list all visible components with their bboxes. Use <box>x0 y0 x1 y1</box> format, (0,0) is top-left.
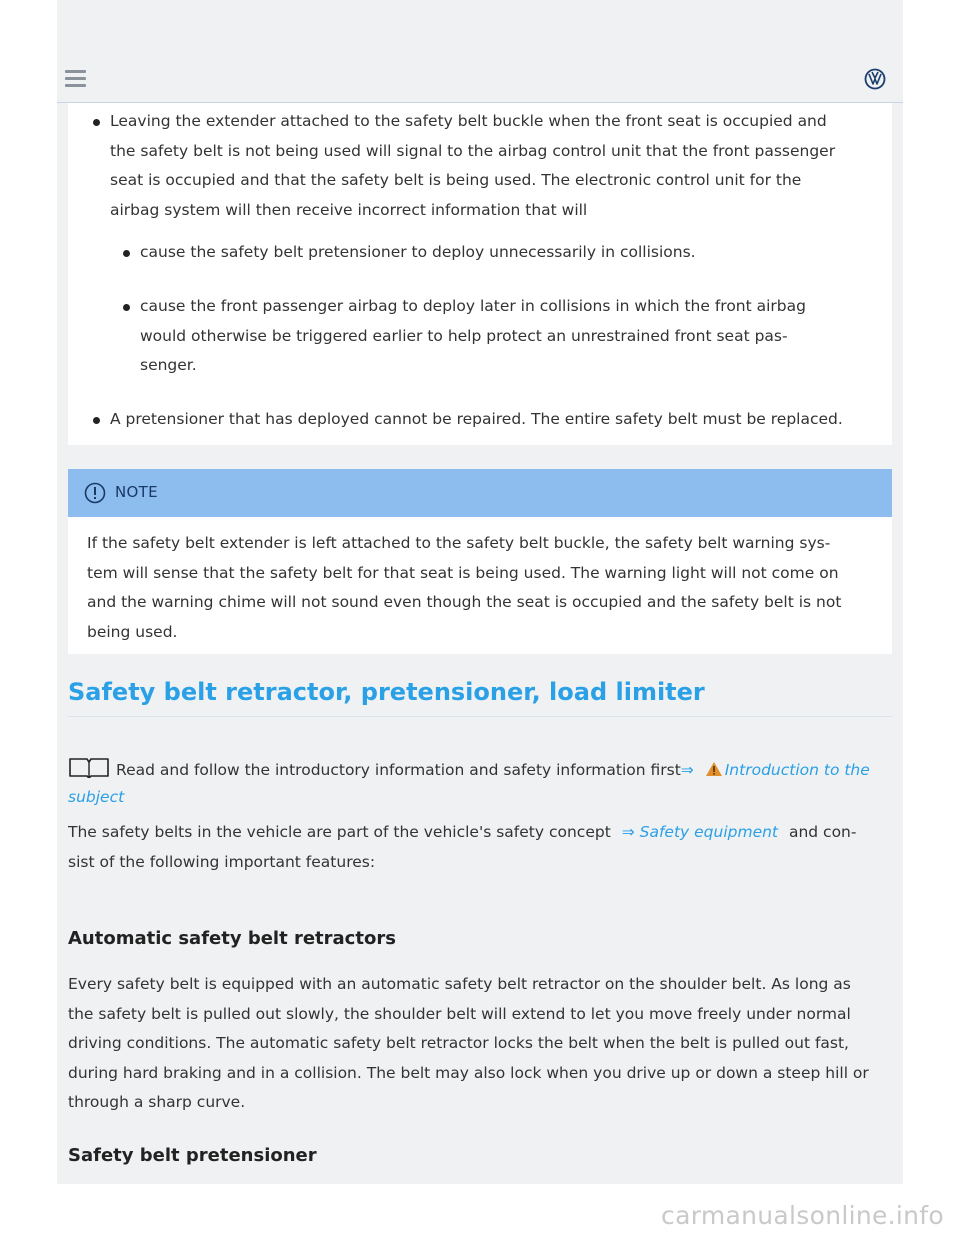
safety-concept-paragraph <box>68 818 898 877</box>
book-icon <box>68 756 110 778</box>
note-line: being used. <box>87 622 178 641</box>
para-text: The safety belts in the vehicle are part of the vehicle's safety concept <box>68 823 611 841</box>
note-body <box>68 517 892 654</box>
section-title: Safety belt retractor, pretensioner, load limiter <box>68 678 892 717</box>
subheading-retractors: Automatic safety belt retractors <box>68 928 396 949</box>
bullet-line: cause the safety belt pretensioner to deploy unnecessarily in collisions. <box>140 243 696 261</box>
note-line: If the safety belt extender is left attached to the safety belt buckle, the safety belt warning sys- <box>87 534 831 552</box>
para-line: Every safety belt is equipped with an automatic safety belt retractor on the shoulder belt. As long as <box>68 975 851 993</box>
intro-paragraph <box>68 756 892 811</box>
hamburger-menu-icon[interactable] <box>65 70 86 88</box>
para-line: driving conditions. The automatic safety belt retractor locks the belt when the belt is pulled out fast, <box>68 1034 849 1052</box>
note-label: NOTE <box>115 483 158 501</box>
bullet-dot <box>123 250 130 257</box>
para-text: sist of the following important features: <box>68 852 376 871</box>
retractor-paragraph <box>68 970 898 1118</box>
safety-equipment-link[interactable]: ⇒ Safety equipment <box>621 823 779 841</box>
warning-triangle-icon <box>705 761 723 777</box>
bullet-line: A pretensioner that has deployed cannot be repaired. The entire safety belt must be replaced. <box>110 410 843 428</box>
bullet-line: cause the front passenger airbag to deploy later in collisions in which the front airbag <box>140 297 806 315</box>
note-line: tem will sense that the safety belt for that seat is being used. The warning light will not come on <box>87 563 839 582</box>
note-text <box>87 529 877 647</box>
para-text: and con- <box>788 823 857 841</box>
intro-text: Read and follow the introductory information and safety information first <box>116 761 681 779</box>
warning-sub-bullet <box>123 238 696 268</box>
intro-link[interactable]: Introduction to the subject <box>68 761 870 806</box>
warning-bullet <box>93 107 835 225</box>
para-line: during hard braking and in a collision. The belt may also lock when you drive up or down a steep hill or <box>68 1063 869 1082</box>
subheading-pretensioner: Safety belt pretensioner <box>68 1145 317 1166</box>
bullet-line: the safety belt is not being used will signal to the airbag control unit that the front passenger <box>110 141 836 160</box>
top-bar <box>57 58 903 103</box>
bullet-line: seat is occupied and that the safety belt is being used. The electronic control unit for the <box>110 171 802 189</box>
intro-arrow[interactable]: ⇒ <box>680 761 694 779</box>
bullet-line: would otherwise be triggered earlier to help protect an unrestrained front seat pas- <box>140 326 788 345</box>
note-line: and the warning chime will not sound even though the seat is occupied and the safety belt is not <box>87 593 842 611</box>
note-header <box>68 469 892 517</box>
watermark: carmanualsonline.info <box>661 1201 944 1230</box>
bullet-dot <box>93 417 100 424</box>
vw-logo-icon[interactable] <box>864 68 886 90</box>
exclamation-circle-icon <box>84 482 106 504</box>
bullet-line: senger. <box>140 356 197 374</box>
bullet-dot <box>123 304 130 311</box>
bullet-line: airbag system will then receive incorrect information that will <box>110 200 588 219</box>
para-line: the safety belt is pulled out slowly, the shoulder belt will extend to let you move freely under normal <box>68 1004 851 1023</box>
para-line: through a sharp curve. <box>68 1093 246 1111</box>
bullet-dot <box>93 119 100 126</box>
warning-sub-bullet <box>123 292 806 381</box>
warning-bullet <box>93 405 843 435</box>
bullet-line: Leaving the extender attached to the safety belt buckle when the front seat is occupied and <box>110 112 827 130</box>
